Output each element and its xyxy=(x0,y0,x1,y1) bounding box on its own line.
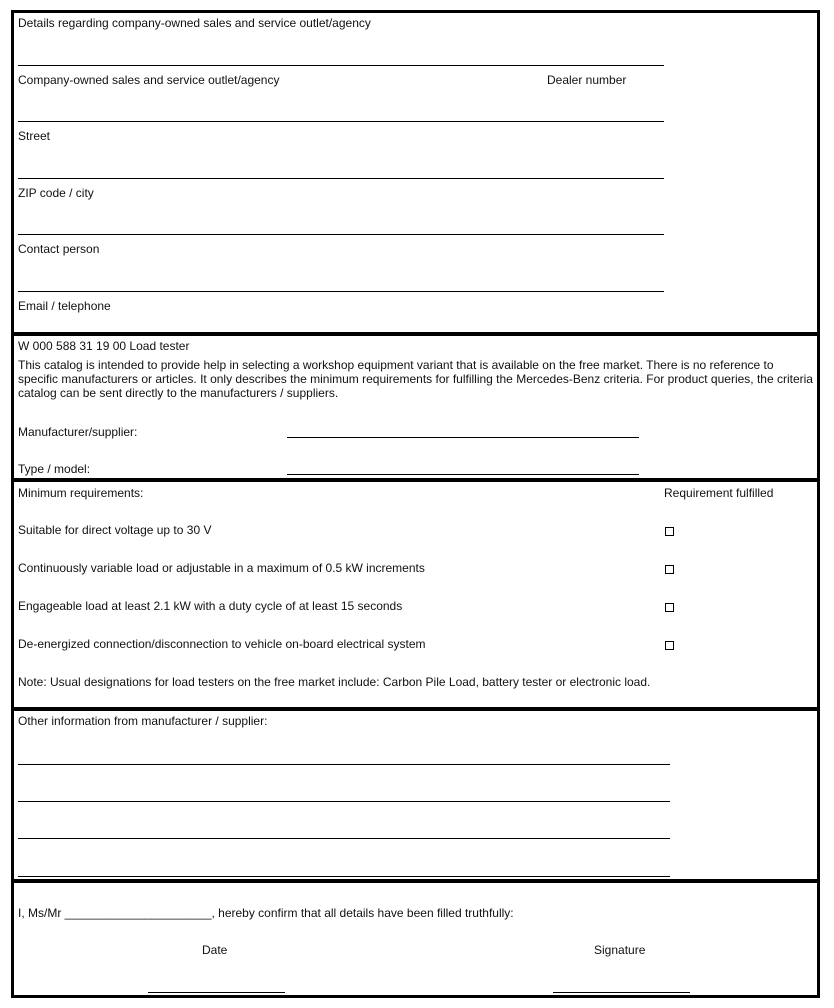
outlet-input-line[interactable] xyxy=(18,65,664,66)
other-information-section xyxy=(11,708,820,882)
outlet-heading: Details regarding company-owned sales and service outlet/agency xyxy=(18,16,371,30)
outlet-details-section xyxy=(11,10,820,335)
requirement-item: Suitable for direct voltage up to 30 V xyxy=(18,523,212,537)
type-model-label: Type / model: xyxy=(18,462,91,476)
zip-city-label: ZIP code / city xyxy=(18,186,94,200)
signature-input-line[interactable] xyxy=(553,992,690,993)
outlet-label: Company-owned sales and service outlet/agency xyxy=(18,73,280,87)
requirement-fulfilled-header: Requirement fulfilled xyxy=(664,486,774,500)
product-title: W 000 588 31 19 00 Load tester xyxy=(18,339,190,353)
zip-input-line[interactable] xyxy=(18,178,664,179)
confirmation-statement: I, Ms/Mr ______________________, hereby confirm that all details have been filled truthfully: xyxy=(18,906,514,920)
other-information-line[interactable] xyxy=(18,764,670,765)
dealer-number-label: Dealer number xyxy=(547,73,627,87)
email-input-line[interactable] xyxy=(18,291,664,292)
requirements-note: Note: Usual designations for load testers on the free market include: Carbon Pile Load, battery tester or electronic load. xyxy=(18,675,651,689)
contact-person-label: Contact person xyxy=(18,242,100,256)
requirement-item: De-energized connection/disconnection to vehicle on-board electrical system xyxy=(18,637,426,651)
manufacturer-label: Manufacturer/supplier: xyxy=(18,425,138,439)
requirement-checkbox[interactable] xyxy=(665,565,674,574)
requirements-section xyxy=(11,479,820,710)
confirmation-section xyxy=(11,880,820,998)
requirement-item: Engageable load at least 2.1 kW with a duty cycle of at least 15 seconds xyxy=(18,599,403,613)
product-section xyxy=(11,333,820,481)
other-information-line[interactable] xyxy=(18,838,670,839)
other-information-line[interactable] xyxy=(18,801,670,802)
requirements-header: Minimum requirements: xyxy=(18,486,144,500)
requirement-item: Continuously variable load or adjustable in a maximum of 0.5 kW increments xyxy=(18,561,425,575)
other-information-line[interactable] xyxy=(18,876,670,877)
requirement-checkbox[interactable] xyxy=(665,641,674,650)
signature-label: Signature xyxy=(594,943,646,957)
other-information-label: Other information from manufacturer / supplier: xyxy=(18,714,268,728)
contact-input-line[interactable] xyxy=(18,234,664,235)
street-input-line[interactable] xyxy=(18,121,664,122)
type-model-input-line[interactable] xyxy=(287,474,639,475)
street-label: Street xyxy=(18,129,51,143)
date-input-line[interactable] xyxy=(148,992,285,993)
email-telephone-label: Email / telephone xyxy=(18,299,111,313)
product-description: This catalog is intended to provide help in selecting a workshop equipment variant that is available on the free market. There is no reference to specific manufacturers or articles. It only describes the minimum requirements for fulfilling the Mercedes-Benz criteria. For product queries, the criteria catalog can be sent directly to the manufacturers / suppliers. xyxy=(18,358,813,400)
requirement-checkbox[interactable] xyxy=(665,603,674,612)
date-label: Date xyxy=(202,943,228,957)
requirement-checkbox[interactable] xyxy=(665,527,674,536)
manufacturer-input-line[interactable] xyxy=(287,437,639,438)
